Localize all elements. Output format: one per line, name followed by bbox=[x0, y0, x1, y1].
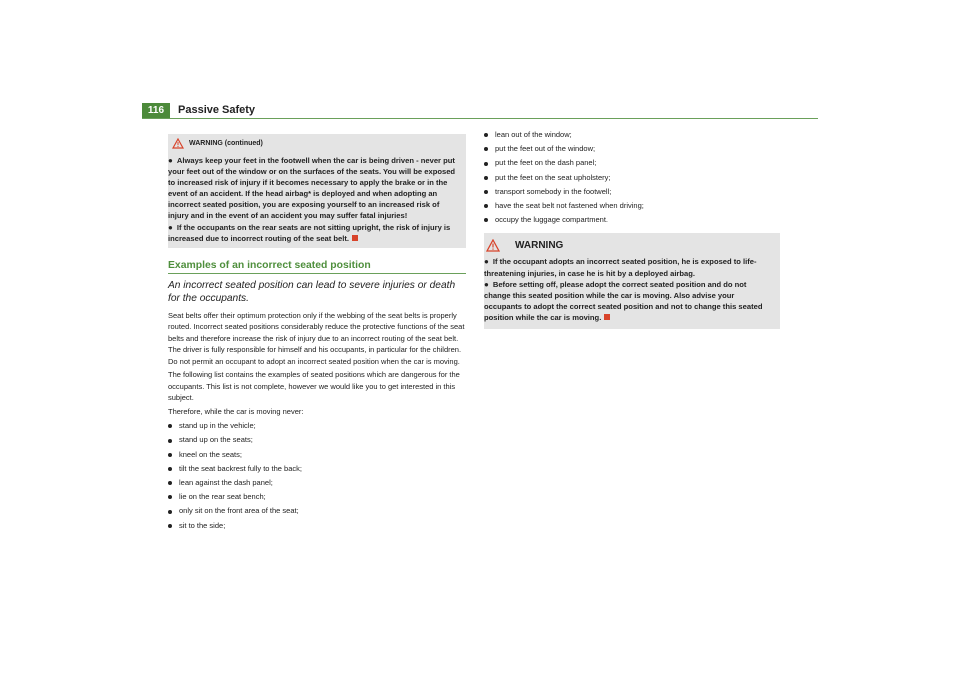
list-item: kneel on the seats; bbox=[168, 448, 466, 462]
bullet-dot-icon bbox=[168, 495, 172, 499]
section-rule bbox=[168, 273, 466, 274]
section-lead: An incorrect seated position can lead to severe injuries or death for the occupants. bbox=[168, 279, 456, 304]
list-item: lean against the dash panel; bbox=[168, 476, 466, 490]
bullet-dot-icon bbox=[484, 147, 488, 151]
running-head: Passive Safety bbox=[178, 104, 256, 116]
warning-continued-item: ● If the occupants on the rear seats are not sitting upright, the risk of injury is increased due to incorrect routing of the seat belt. bbox=[168, 222, 451, 243]
bullet-dot-icon: ● bbox=[484, 257, 489, 267]
bullet-dot-icon bbox=[168, 453, 172, 457]
bullet-dot-icon bbox=[484, 133, 488, 137]
bullet-dot-icon bbox=[168, 481, 172, 485]
warning-triangle-icon bbox=[486, 239, 500, 252]
header-rule bbox=[142, 118, 818, 119]
warning-continued-box bbox=[168, 134, 466, 248]
list-item: lie on the rear seat bench; bbox=[168, 490, 466, 504]
warning-box bbox=[484, 233, 780, 329]
bullet-dot-icon bbox=[168, 424, 172, 428]
list-item: lean out of the window; bbox=[484, 128, 780, 142]
bullet-dot-icon bbox=[168, 524, 172, 528]
bullet-dot-icon bbox=[168, 510, 172, 514]
warning-continued-title: WARNING (continued) bbox=[189, 140, 263, 147]
right-column bbox=[484, 128, 780, 329]
bullet-list-right bbox=[484, 128, 780, 227]
warning-triangle-icon bbox=[172, 138, 184, 149]
section-end-icon bbox=[352, 235, 358, 241]
bullet-list-left bbox=[168, 419, 466, 533]
list-item: have the seat belt not fastened when driving; bbox=[484, 199, 780, 213]
body-paragraph: The following list contains the examples of seated positions which are dangerous for the occupants. This list is not complete, however we would like you to get interested in this subject. bbox=[168, 370, 460, 403]
bullet-dot-icon: ● bbox=[168, 222, 173, 232]
bullet-dot-icon bbox=[168, 467, 172, 471]
left-column bbox=[168, 134, 466, 533]
warning-continued-header bbox=[168, 138, 461, 149]
section-title: Examples of an incorrect seated position bbox=[168, 259, 371, 271]
warning-item: ● Before setting off, please adopt the correct seated position and do not change this seated position while the car is moving. Also advise your occupants to adopt the correct seated position and not to change this seated position while the car is moving. bbox=[484, 279, 763, 322]
body-paragraph: Therefore, while the car is moving never: bbox=[168, 406, 304, 416]
bullet-dot-icon bbox=[168, 439, 172, 443]
bullet-dot-icon: ● bbox=[484, 279, 489, 289]
page-number: 116 bbox=[142, 103, 170, 119]
warning-title: WARNING bbox=[515, 240, 564, 252]
warning-item: ● If the occupant adopts an incorrect seated position, he is exposed to life-threatening injuries, in case he is hit by a deployed airbag. bbox=[484, 257, 757, 278]
bullet-dot-icon: ● bbox=[168, 156, 173, 165]
bullet-dot-icon bbox=[484, 190, 488, 194]
bullet-dot-icon bbox=[484, 162, 488, 166]
list-item: stand up on the seats; bbox=[168, 433, 466, 447]
list-item: stand up in the vehicle; bbox=[168, 419, 466, 433]
list-item: put the feet on the seat upholstery; bbox=[484, 171, 780, 185]
section-end-icon bbox=[604, 314, 610, 320]
warning-continued-item: ● Always keep your feet in the footwell when the car is being driven - never put your feet out of the window or on the surfaces of the seats. You will be exposed to increased risk of injury if it becomes necessary to apply the brake or in the event of an accident. If the head airbag* is deployed and when adopting an incorrect seated position, you are exposing yourself to an increased risk of injury and in the event of an accident you may suffer fatal injuries! bbox=[168, 156, 456, 221]
bullet-dot-icon bbox=[484, 176, 488, 180]
list-item: tilt the seat backrest fully to the back; bbox=[168, 462, 466, 476]
list-item: occupy the luggage compartment. bbox=[484, 213, 780, 227]
list-item: only sit on the front area of the seat; bbox=[168, 504, 466, 518]
bullet-dot-icon bbox=[484, 218, 488, 222]
list-item: sit to the side; bbox=[168, 519, 466, 533]
list-item: transport somebody in the footwell; bbox=[484, 185, 780, 199]
warning-header bbox=[484, 239, 774, 252]
body-paragraph: Seat belts offer their optimum protection only if the webbing of the seat belts is properly routed. Incorrect seated positions considerably reduce the protective functions of the seat belts and therefore increase the risk of injury due to an incorrect routing of the seat belt. The driver is fully responsible for himself and his occupants, in particular for the children. Do not permit an occupant to adopt an incorrect seated position when the car is moving. bbox=[168, 310, 465, 366]
bullet-dot-icon bbox=[484, 204, 488, 208]
list-item: put the feet on the dash panel; bbox=[484, 156, 780, 170]
list-item: put the feet out of the window; bbox=[484, 142, 780, 156]
